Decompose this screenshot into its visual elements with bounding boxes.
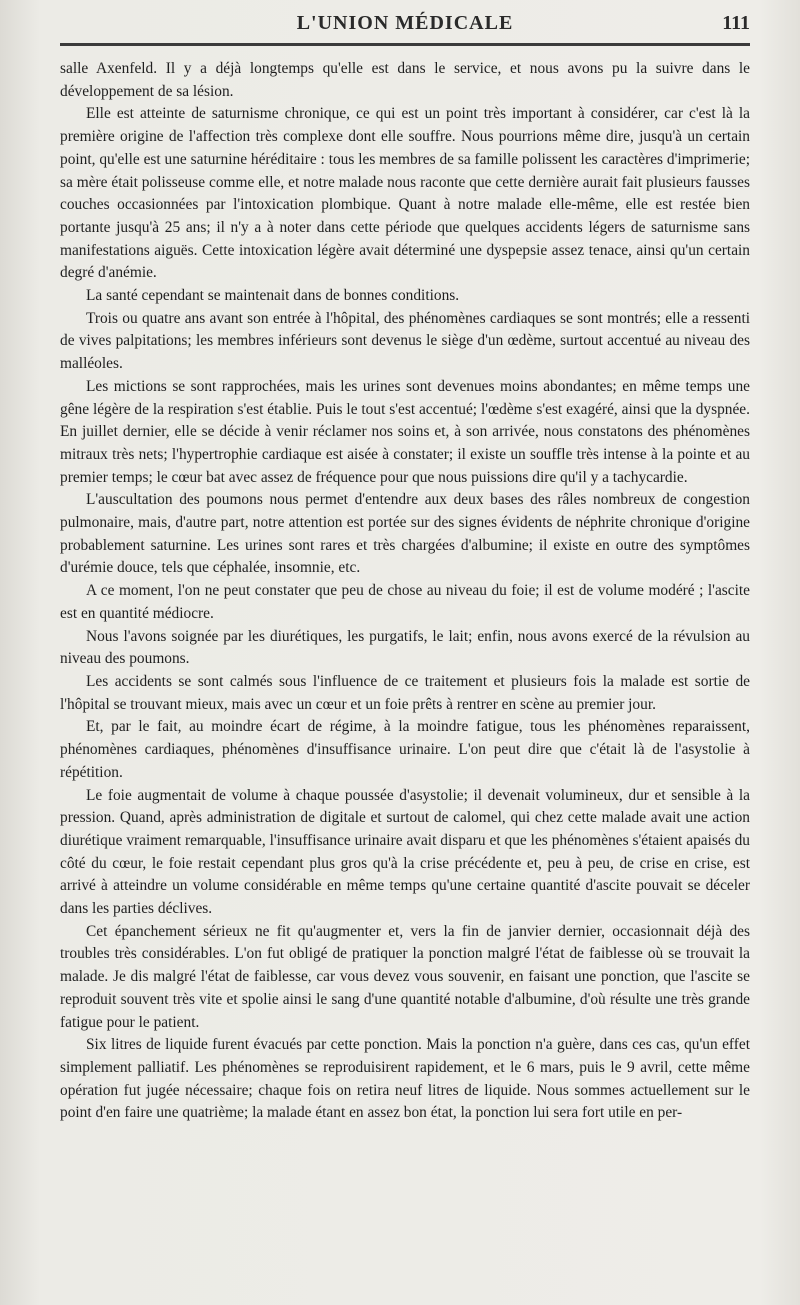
paragraph: Trois ou quatre ans avant son entrée à l'hôpital, des phénomènes cardiaques se sont montrés; elle a ressenti de vives palpitations; les membres inférieurs sont devenus le siège d'un œdème, surtout accentué au niveau des malléoles. — [60, 309, 750, 373]
paragraph: Cet épanchement sérieux ne fit qu'augmenter et, vers la fin de janvier dernier, occasionnait déjà des troubles très considérables. L'on fut obligé de pratiquer la ponction malgré l'état de faiblesse où se trouvait la malade. Je dis malgré l'état de faiblesse, car vous devez vous souvenir, en faisant une ponction, que l'ascite se reproduit souvent très vite et spolie ainsi le sang d'une quantité notable d'albumine, d'où résulte une très grande fatigue pour le patient. — [60, 922, 750, 1031]
paragraph: Et, par le fait, au moindre écart de régime, à la moindre fatigue, tous les phénomènes reparaissent, phénomènes cardiaques, phénomènes d'insuffisance urinaire. L'on peut dire que c'était là de l'asystolie à répétition. — [60, 718, 750, 781]
paragraph: salle Axenfeld. Il y a déjà longtemps qu'elle est dans le service, et nous avons pu la suivre dans le développement de sa lésion. — [60, 60, 750, 100]
paragraph: Les accidents se sont calmés sous l'influence de ce traitement et plusieurs fois la malade est sortie de l'hôpital se trouvant mieux, mais avec un cœur et un foie prêts à rentrer en scène au premier jour. — [60, 672, 750, 713]
paragraph: A ce moment, l'on ne peut constater que peu de chose au niveau du foie; il est de volume modéré ; l'ascite est en quantité médiocre. — [60, 582, 750, 622]
page-number: 111 — [722, 12, 750, 34]
paragraph: La santé cependant se maintenait dans de bonnes conditions. — [86, 287, 460, 305]
paragraph: L'auscultation des poumons nous permet d'entendre aux deux bases des râles nombreux de congestion pulmonaire, mais, d'autre part, notre attention est portée sur des signes évidents de néphrite chronique d'origine probablement saturnine. Les urines sont rares et très chargées d'albumine; il existe en outre des symptômes d'urémie douce, tels que céphalée, insomnie, etc. — [60, 491, 750, 577]
paragraph: Les mictions se sont rapprochées, mais les urines sont devenues moins abondantes; en même temps une gêne légère de la respiration s'est établie. Puis le tout s'est accentué; l'œdème s'est exagéré, ainsi que la dyspnée. En juillet dernier, elle se décide à venir réclamer nos soins et, à son arrivée, nous constatons des phénomènes mitraux très nets; l'hypertrophie cardiaque est aisée à constater; il existe un souffle très intense à la pointe et au premier temps; le cœur bat avec assez de fréquence pour que nous puissions dire qu'il y a tachycardie. — [60, 377, 750, 486]
paragraph: Elle est atteinte de saturnisme chronique, ce qui est un point très important à considérer, car c'est là la première origine de l'affection très complexe dont elle souffre. Nous pourrions même dire, jusqu'à un certain point, qu'elle est une saturnine héréditaire : tous les membres de sa famille polissent les caractères d'imprimerie; sa mère était polisseuse comme elle, et notre malade nous raconte que cette dernière aurait fait plusieurs fausses couches occasionnées par l'intoxication plombique. Quant à notre malade elle-même, elle est restée bien portante jusqu'à 25 ans; il n'y a à noter dans cette période que quelques accidents légers de saturnisme sans manifestations aiguës. Cette intoxication légère avait déterminé une dyspepsie assez tenace, ainsi qu'un certain degré d'anémie. — [60, 105, 750, 282]
running-header — [60, 12, 750, 42]
journal-title: L'UNION MÉDICALE — [296, 12, 514, 34]
paragraph: Nous l'avons soignée par les diurétiques, les purgatifs, le lait; enfin, nous avons exercé de la révulsion au niveau des poumons. — [60, 627, 750, 668]
header-rule — [60, 43, 750, 46]
article-body — [60, 58, 750, 1125]
paragraph: Six litres de liquide furent évacués par cette ponction. Mais la ponction n'a guère, dans ces cas, qu'un effet simplement palliatif. Les phénomènes se reproduisirent rapidement, et le 6 mars, puis le 9 avril, cette même opération fut jugée nécessaire; chaque fois on retira neuf litres de liquide. Nous sommes actuellement sur le point d'en faire une quatrième; la malade étant en assez bon état, la ponction lui sera fort utile en per- — [60, 1036, 750, 1122]
paragraph: Le foie augmentait de volume à chaque poussée d'asystolie; il devenait volumineux, dur et sensible à la pression. Quand, après administration de digitale et surtout de calomel, qui chez cette malade avait une action diurétique vraiment remarquable, l'insuffisance urinaire avait disparu et que les phénomènes s'étaient apaisés du côté du cœur, le foie restait cependant plus gros qu'à la crise précédente et, peu à peu, de crise en crise, est arrivé à atteindre un volume considérable en même temps qu'une certaine quantité d'ascite pouvait se déceler dans les parties déclives. — [60, 786, 750, 918]
